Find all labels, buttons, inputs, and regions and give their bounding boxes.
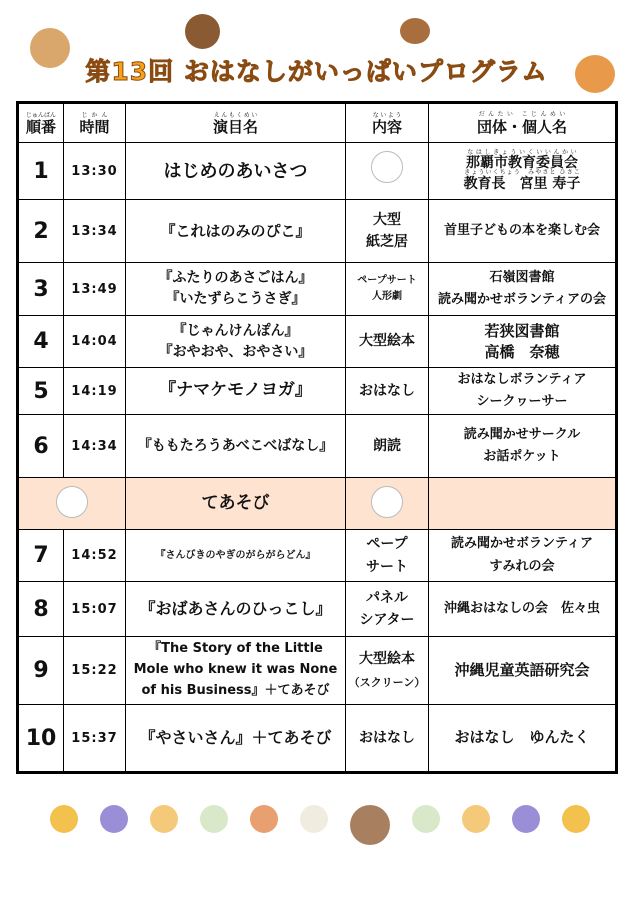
cell-text: 7	[18, 530, 64, 582]
cell-text: おはなし	[346, 705, 429, 773]
cell-text: 沖縄児童英語研究会	[429, 637, 617, 705]
cell-text: 14:34	[64, 415, 126, 478]
cell-text: 朗読	[346, 415, 429, 478]
cell-text: ペープ	[366, 536, 408, 553]
cat-icon	[371, 486, 403, 518]
sunflower-icon	[50, 805, 78, 833]
table-cell	[346, 103, 429, 143]
cell-text: シアター	[359, 612, 415, 628]
table-cell	[346, 530, 429, 582]
table-cell	[346, 143, 429, 200]
table-cell	[429, 415, 617, 478]
header-time	[79, 111, 110, 136]
lily-icon	[412, 805, 440, 833]
table-cell	[64, 103, 126, 143]
cell-text: 団体・個人名	[476, 118, 567, 136]
cell-text: 大型	[373, 211, 401, 228]
program-table	[16, 101, 618, 774]
duck-icon	[300, 805, 328, 833]
cell-text: 大型絵本	[359, 651, 415, 668]
deco-bottom	[50, 805, 590, 845]
cell-text: 石嶺図書館	[489, 269, 555, 285]
cell-text: 高橋 奈穂	[484, 342, 560, 361]
cell-text: パネル	[366, 589, 408, 606]
header-group	[476, 111, 567, 136]
cell-text: 13:30	[64, 143, 126, 200]
cell-text: ないよう	[371, 111, 402, 119]
table-cell	[126, 316, 346, 368]
cell-text: 読み聞かせボランティアの会	[438, 292, 606, 307]
cell-text: 15:37	[64, 705, 126, 773]
table-row	[18, 705, 617, 773]
cell-text: 15:22	[64, 637, 126, 705]
header-content	[371, 111, 402, 136]
cell-text: シークヮーサー	[476, 394, 568, 409]
cell-text: 2	[18, 200, 64, 263]
cell-text: じゅんばん	[25, 111, 56, 119]
table-cell	[18, 478, 126, 530]
table-row	[18, 530, 617, 582]
table-header	[18, 103, 617, 143]
cell-text: 『いたずらこうさぎ』	[165, 291, 306, 307]
cell-text: 『これはのみのぴこ』	[126, 200, 346, 263]
cell-text: はじめのあいさつ	[126, 143, 346, 200]
cell-text: 『やさいさん』＋てあそび	[126, 705, 346, 773]
cell-text: 5	[18, 368, 64, 415]
cell-text: 3	[18, 263, 64, 316]
cell-text: 4	[18, 316, 64, 368]
table-cell	[429, 103, 617, 143]
cell-text: 『The Story of the Little	[148, 641, 323, 657]
cell-text: 『おやおや、おやさい』	[158, 343, 313, 360]
cell-text: 演目名	[212, 117, 258, 136]
cell-text: おはなし	[346, 368, 429, 415]
cell-text: （スクリーン）	[348, 675, 426, 689]
cell-text: 紙芝居	[366, 234, 408, 250]
table-row	[18, 263, 617, 316]
cell-text: 内容	[371, 117, 402, 136]
cell-text: すみれの会	[489, 558, 555, 574]
cell-text: 『ナマケモノヨガ』	[126, 368, 346, 415]
cell-text: 沖縄おはなしの会 佐々虫	[429, 582, 617, 637]
cell-text: 9	[18, 637, 64, 705]
cell-text: 若狭図書館	[484, 321, 560, 340]
cell-text: 『おばあさんのひっこし』	[126, 582, 346, 637]
table-cell	[429, 368, 617, 415]
cell-text: 『さんびきのやぎのがらがらどん』	[126, 530, 346, 582]
cell-text: 『ふたりのあさごはん』	[158, 270, 313, 286]
table-cell	[18, 103, 64, 143]
lily-icon	[200, 805, 228, 833]
cell-text: きょういくちょう みやさと ひさこ	[463, 168, 581, 176]
table-cell	[346, 582, 429, 637]
cat-icon	[56, 486, 88, 518]
table-row-break	[18, 478, 617, 530]
cell-text: 首里子どもの本を楽しむ会	[429, 200, 617, 263]
table-cell	[346, 478, 429, 530]
table-cell	[346, 263, 429, 316]
table-cell	[463, 168, 581, 192]
table-cell	[429, 263, 617, 316]
fox-icon	[250, 805, 278, 833]
cell-text: 那覇市教育委員会	[466, 154, 578, 171]
cell-text: サート	[366, 558, 408, 575]
cell-text: 順番	[25, 117, 56, 136]
cell-text: 10	[18, 705, 64, 773]
table-row	[18, 316, 617, 368]
cell-text: 14:52	[64, 530, 126, 582]
cell-text: 大型絵本	[346, 316, 429, 368]
header-program	[212, 111, 258, 136]
cell-text: 14:04	[64, 316, 126, 368]
cell-text: 8	[18, 582, 64, 637]
table-cell	[429, 316, 617, 368]
cell-text: 『じゃんけんぽん』	[172, 322, 299, 339]
cell-text: 6	[18, 415, 64, 478]
cell-text: 1	[18, 143, 64, 200]
cell-text: おはなし ゆんたく	[429, 705, 617, 773]
table-cell	[126, 263, 346, 316]
table-cell	[346, 637, 429, 705]
sunflower-icon	[562, 805, 590, 833]
tulip-icon	[150, 805, 178, 833]
cell-text: だんたい こじんめい	[476, 111, 567, 118]
cell-text: 読み聞かせサークル	[463, 426, 581, 442]
table-cell	[429, 143, 617, 200]
cell-text: 14:19	[64, 368, 126, 415]
cell-text: 15:07	[64, 582, 126, 637]
tulip-icon	[462, 805, 490, 833]
cell-text: 読み聞かせボランティア	[451, 536, 593, 552]
chestnut-illustration	[185, 14, 220, 49]
table-row	[18, 415, 617, 478]
owl-icon	[350, 805, 390, 845]
cell-text: お話ポケット	[483, 449, 561, 464]
page-title: 第13回 おはなしがいっぱいプログラム	[85, 57, 548, 86]
table-cell	[429, 478, 617, 530]
table-cell	[126, 103, 346, 143]
table-row	[18, 582, 617, 637]
cell-text: えんもくめい	[212, 111, 258, 119]
cell-text: なはしきょういくいいんかい	[466, 148, 578, 156]
table-cell	[126, 637, 346, 705]
table-row	[18, 368, 617, 415]
header-order	[25, 111, 56, 136]
acorn-illustration	[400, 18, 430, 44]
cell-text: 13:34	[64, 200, 126, 263]
table-row	[18, 637, 617, 705]
cell-text: おはなしボランティア	[457, 371, 587, 387]
table-cell	[429, 530, 617, 582]
cell-text: ペープサート	[357, 275, 417, 286]
cell-text: of his Business』＋てあそび	[141, 682, 330, 698]
cell-text: Mole who knew it was None	[133, 662, 338, 678]
cell-text: 『ももたろうあべこべばなし』	[126, 415, 346, 478]
cell-text: じかん	[79, 111, 110, 119]
cell-text: 人形劇	[372, 291, 402, 302]
cell-text: 教育長 宮里 寿子	[463, 175, 581, 192]
cell-text: 13:49	[64, 263, 126, 316]
table-cell	[346, 200, 429, 263]
violet-icon	[100, 805, 128, 833]
table-row	[18, 143, 617, 200]
cell-text: 時間	[79, 117, 110, 136]
rabbit-reading-icon	[371, 151, 403, 183]
cell-text: てあそび	[126, 478, 346, 530]
violet-icon	[512, 805, 540, 833]
table-row	[18, 200, 617, 263]
